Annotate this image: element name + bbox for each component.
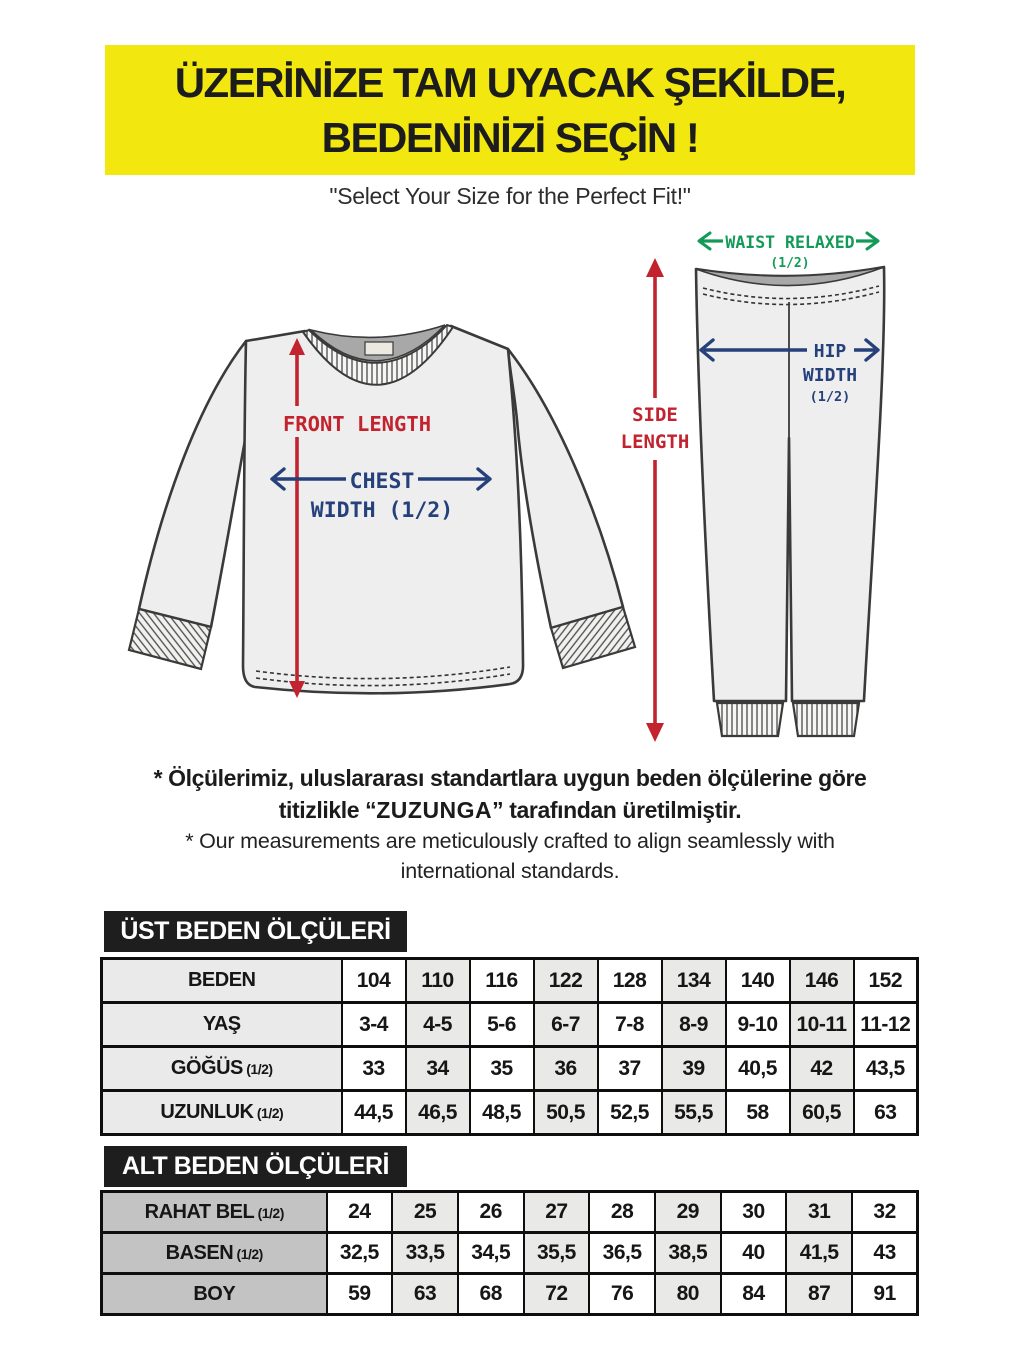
size-cell: 35 xyxy=(470,1047,534,1091)
size-cell: 8-9 xyxy=(662,1003,726,1047)
headline-line-2: BEDENİNİZİ SEÇİN ! xyxy=(321,114,699,161)
size-cell: 63 xyxy=(392,1274,458,1315)
lower-table-title: ALT BEDEN ÖLÇÜLERİ xyxy=(104,1146,407,1187)
size-cell: 134 xyxy=(662,959,726,1003)
table-row xyxy=(102,1233,918,1274)
table-row xyxy=(102,1047,918,1091)
size-cell: 31 xyxy=(786,1192,852,1233)
note-tr-line-2: titizlikle “ZUZUNGA” tarafından üretilmiştir. xyxy=(278,797,742,823)
size-cell: 146 xyxy=(790,959,854,1003)
size-cell: 43,5 xyxy=(854,1047,918,1091)
size-cell: 27 xyxy=(524,1192,590,1233)
table-row xyxy=(102,1003,918,1047)
waist-relaxed-arrow xyxy=(699,233,878,271)
front-length-label: FRONT LENGTH xyxy=(282,412,432,436)
size-cell: 43 xyxy=(852,1233,918,1274)
size-cell: 36,5 xyxy=(589,1233,655,1274)
headline-banner xyxy=(105,45,915,175)
size-cell: 42 xyxy=(790,1047,854,1091)
size-cell: 50,5 xyxy=(534,1091,598,1135)
waist-relaxed-label: WAIST RELAXED xyxy=(725,233,855,252)
row-label: YAŞ xyxy=(102,1003,342,1047)
size-cell: 87 xyxy=(786,1274,852,1315)
table-row xyxy=(102,1274,918,1315)
size-cell: 29 xyxy=(655,1192,721,1233)
size-cell: 58 xyxy=(726,1091,790,1135)
pants-illustration xyxy=(696,267,884,736)
hip-width-label-1: HIP xyxy=(813,341,847,362)
size-cell: 55,5 xyxy=(662,1091,726,1135)
chest-width-label-1: CHEST xyxy=(349,469,415,494)
note-en-line-1: * Our measurements are meticulously crafted to align seamlessly with xyxy=(185,829,835,853)
size-cell: 3-4 xyxy=(342,1003,406,1047)
size-cell: 76 xyxy=(589,1274,655,1315)
subtitle: "Select Your Size for the Perfect Fit!" xyxy=(329,183,691,209)
hip-width-label-2: WIDTH xyxy=(802,365,858,386)
lower-size-table xyxy=(100,1190,919,1316)
note-tr-line-1: * Ölçülerimiz, uluslararası standartlara uygun beden ölçülerine göre xyxy=(153,765,867,791)
size-cell: 68 xyxy=(458,1274,524,1315)
brand-name: ZUZUNGA xyxy=(376,797,493,823)
size-cell: 46,5 xyxy=(406,1091,470,1135)
size-cell: 7-8 xyxy=(598,1003,662,1047)
note-en-line-2: international standards. xyxy=(400,859,620,883)
size-cell: 32 xyxy=(852,1192,918,1233)
size-cell: 48,5 xyxy=(470,1091,534,1135)
size-cell: 128 xyxy=(598,959,662,1003)
size-cell: 116 xyxy=(470,959,534,1003)
table-row xyxy=(102,959,918,1003)
size-cell: 60,5 xyxy=(790,1091,854,1135)
row-label: BASEN (1/2) xyxy=(102,1233,327,1274)
chest-width-label-2: WIDTH (1/2) xyxy=(310,498,454,523)
size-cell: 25 xyxy=(392,1192,458,1233)
size-cell: 30 xyxy=(721,1192,787,1233)
right-leg-cuff xyxy=(793,703,859,736)
size-cell: 28 xyxy=(589,1192,655,1233)
size-cell: 152 xyxy=(854,959,918,1003)
size-cell: 37 xyxy=(598,1047,662,1091)
neck-tag xyxy=(365,342,393,355)
size-cell: 44,5 xyxy=(342,1091,406,1135)
waist-relaxed-note: (1/2) xyxy=(770,256,810,271)
size-cell: 140 xyxy=(726,959,790,1003)
size-cell: 24 xyxy=(327,1192,393,1233)
size-cell: 52,5 xyxy=(598,1091,662,1135)
size-cell: 32,5 xyxy=(327,1233,393,1274)
size-cell: 40 xyxy=(721,1233,787,1274)
table-row xyxy=(102,1091,918,1135)
row-label: UZUNLUK (1/2) xyxy=(102,1091,342,1135)
measurement-note xyxy=(40,762,980,886)
row-label: GÖĞÜS (1/2) xyxy=(102,1047,342,1091)
size-cell: 10-11 xyxy=(790,1003,854,1047)
side-length-arrow xyxy=(621,258,690,742)
size-cell: 38,5 xyxy=(655,1233,721,1274)
size-cell: 26 xyxy=(458,1192,524,1233)
size-cell: 36 xyxy=(534,1047,598,1091)
size-cell: 33,5 xyxy=(392,1233,458,1274)
size-cell: 59 xyxy=(327,1274,393,1315)
size-cell: 34,5 xyxy=(458,1233,524,1274)
table-row xyxy=(102,1192,918,1233)
size-cell: 72 xyxy=(524,1274,590,1315)
size-cell: 4-5 xyxy=(406,1003,470,1047)
size-cell: 6-7 xyxy=(534,1003,598,1047)
side-length-label-2: LENGTH xyxy=(620,431,690,453)
hip-width-note: (1/2) xyxy=(809,389,851,405)
size-cell: 9-10 xyxy=(726,1003,790,1047)
size-cell: 110 xyxy=(406,959,470,1003)
size-cell: 63 xyxy=(854,1091,918,1135)
headline-line-1: ÜZERİNİZE TAM UYACAK ŞEKİLDE, xyxy=(174,59,846,106)
size-cell: 80 xyxy=(655,1274,721,1315)
upper-table-title: ÜST BEDEN ÖLÇÜLERİ xyxy=(104,911,407,952)
row-label: RAHAT BEL (1/2) xyxy=(102,1192,327,1233)
size-cell: 33 xyxy=(342,1047,406,1091)
size-cell: 34 xyxy=(406,1047,470,1091)
size-cell: 41,5 xyxy=(786,1233,852,1274)
side-length-label-1: SIDE xyxy=(632,404,678,426)
measurement-diagram xyxy=(0,223,1020,771)
size-cell: 11-12 xyxy=(854,1003,918,1047)
row-label: BOY xyxy=(102,1274,327,1315)
size-cell: 35,5 xyxy=(524,1233,590,1274)
upper-size-table xyxy=(100,957,919,1136)
size-cell: 40,5 xyxy=(726,1047,790,1091)
size-cell: 5-6 xyxy=(470,1003,534,1047)
size-cell: 91 xyxy=(852,1274,918,1315)
row-label: BEDEN xyxy=(102,959,342,1003)
size-cell: 39 xyxy=(662,1047,726,1091)
size-cell: 122 xyxy=(534,959,598,1003)
size-cell: 104 xyxy=(342,959,406,1003)
size-cell: 84 xyxy=(721,1274,787,1315)
left-leg-cuff xyxy=(717,703,783,736)
